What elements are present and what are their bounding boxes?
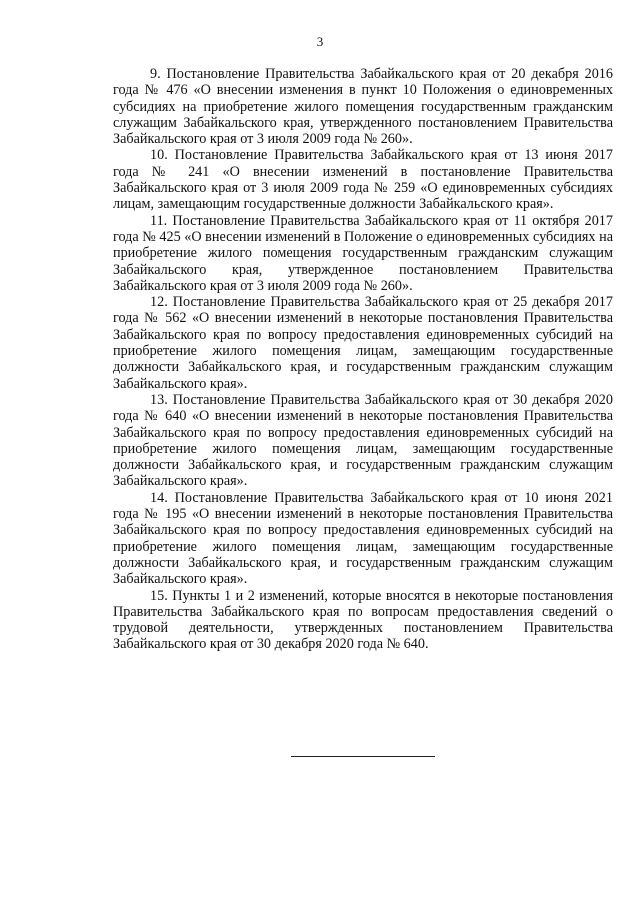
list-item-11: 11. Постановление Правительства Забайкальского края от 11 октября 2017 года № 425 «О внесении изменений в Положение о единовременных субсидиях на приобретение жилого помещения государственным гражданским служащим Забайкальского края, утвержденное постановлением Правительства Забайкальского края от 3 июля 2009 года № 260». — [113, 212, 613, 294]
list-item-13: 13. Постановление Правительства Забайкальского края от 30 декабря 2020 года № 640 «О внесении изменений в некоторые постановления Правительства Забайкальского края по вопросу предоставления единовременных субсидий на приобретение жилого помещения лицам, замещающим государственные должности Забайкальского края, и государственным гражданским служащим Забайкальского края». — [113, 391, 613, 490]
list-item-9: 9. Постановление Правительства Забайкальского края от 20 декабря 2016 года № 476 «О внесении изменения в пункт 10 Положения о единовременных субсидиях на приобретение жилого помещения государственным гражданским служащим Забайкальского края, утвержденного постановлением Правительства Забайкальского края от 3 июля 2009 года № 260». — [113, 66, 613, 148]
page-number: 3 — [316, 34, 324, 49]
end-divider — [291, 756, 435, 757]
document-body — [113, 66, 613, 653]
list-item-12: 12. Постановление Правительства Забайкальского края от 25 декабря 2017 года № 562 «О внесении изменений в некоторые постановления Правительства Забайкальского края по вопросу предоставления единовременных субсидий на приобретение жилого помещения лицам, замещающим государственные должности Забайкальского края, и государственным гражданским служащим Забайкальского края». — [113, 294, 613, 392]
list-item-15: 15. Пункты 1 и 2 изменений, которые вносятся в некоторые постановления Правительства Забайкальского края по вопросам предоставления сведений о трудовой деятельности, утвержденных постановлением Правительства Забайкальского края от 30 декабря 2020 года № 640. — [113, 587, 613, 653]
list-item-14: 14. Постановление Правительства Забайкальского края от 10 июня 2021 года № 195 «О внесении изменений в некоторые постановления Правительства Забайкальского края по вопросу предоставления единовременных субсидий на приобретение жилого помещения лицам, замещающим государственные должности Забайкальского края, и государственным гражданским служащим Забайкальского края». — [113, 489, 613, 588]
list-item-10: 10. Постановление Правительства Забайкальского края от 13 июня 2017 года № 241 «О внесении изменений в постановление Правительства Забайкальского края от 3 июля 2009 года № 259 «О единовременных субсидиях лицам, замещающим государственные должности Забайкальского края». — [113, 147, 613, 213]
